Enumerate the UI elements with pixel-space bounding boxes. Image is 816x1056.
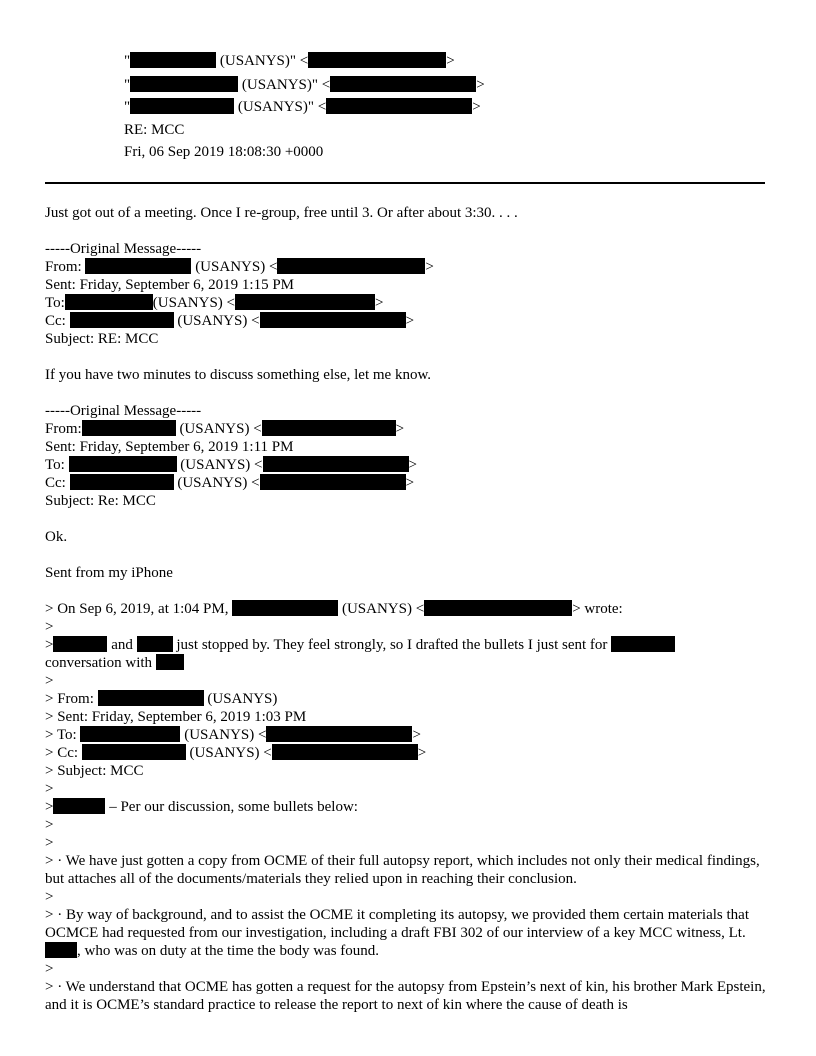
redaction-block [235,294,375,310]
original-message-separator: -----Original Message----- [45,403,202,419]
redaction-block [130,52,216,68]
body-line: Ok. [45,529,68,545]
redaction-block [80,726,180,742]
bullet-paragraph: > · We understand that OCME has gotten a request for the autopsy from Epstein’s next of kin, his brother Mark Epstein, and it is OCME’s standard practice to release the report to next of kin where the cause of death is [45,979,766,1013]
redaction-block [85,258,191,274]
redaction-block [70,474,174,490]
redaction-block [262,420,396,436]
redaction-block [424,600,572,616]
quote-attribution-line: > On Sep 6, 2019, at 1:04 PM, (USANYS) < > wrote: [45,601,623,617]
header-subject-value: RE: MCC [124,122,185,138]
redaction-block [98,690,204,706]
quoted-body-line: conversation with [45,654,773,672]
quote-marker-line: > [45,781,54,797]
quoted-to-line: To: (USANYS) < > [45,295,384,311]
quoted-from-line: From: (USANYS) < > [45,421,405,437]
redaction-block [326,98,472,114]
quoted-cc-line: > Cc: (USANYS) < > [45,745,427,761]
redaction-block [266,726,412,742]
redaction-block [53,636,107,652]
quoted-to-line: > To: (USANYS) < > [45,727,421,743]
redaction-block [277,258,425,274]
redaction-block [260,312,406,328]
quoted-sent-line: > Sent: Friday, September 6, 2019 1:03 PM [45,709,307,725]
quote-marker-line: > [45,673,54,689]
redaction-block [70,312,174,328]
redaction-block [272,744,418,760]
redaction-block [260,474,406,490]
quoted-subject-line: Subject: RE: MCC [45,331,159,347]
quoted-cc-line: Cc: (USANYS) < > [45,313,415,329]
quoted-body-line: > – Per our discussion, some bullets below: [45,799,358,815]
quote-marker-line: > [45,961,54,977]
quoted-sent-line: Sent: Friday, September 6, 2019 1:11 PM [45,439,294,455]
body-line: Just got out of a meeting. Once I re-group, free until 3. Or after about 3:30. . . . [45,205,518,221]
quote-marker-line: > [45,835,54,851]
quoted-to-line: To: (USANYS) < > [45,457,417,473]
body-line: If you have two minutes to discuss something else, let me know. [45,367,432,383]
redaction-block [65,294,153,310]
original-message-separator: -----Original Message----- [45,241,202,257]
quote-marker-line: > [45,817,54,833]
redaction-block [53,798,105,814]
redaction-block [130,76,238,92]
redaction-block [330,76,476,92]
redaction-block [82,420,176,436]
quoted-subject-line: > Subject: MCC [45,763,144,779]
redaction-block [232,600,338,616]
redaction-block [69,456,177,472]
quote-marker-line: > [45,889,54,905]
quoted-sent-line: Sent: Friday, September 6, 2019 1:15 PM [45,277,295,293]
redaction-block [130,98,234,114]
header-date-value: Fri, 06 Sep 2019 18:08:30 +0000 [124,144,324,160]
quoted-from-line: From: (USANYS) < > [45,259,434,275]
header-divider [45,182,765,184]
bullet-paragraph: > · By way of background, and to assist the OCME it completing its autopsy, we provided them certain materials that OCMCE had requested from our investigation, including a draft FBI 302 of our interview of a key MCC witness, Lt., who was on duty at the time the body was found. [45,907,750,959]
redaction-block [308,52,446,68]
redaction-block [45,942,77,958]
quoted-subject-line: Subject: Re: MCC [45,493,156,509]
signature-line: Sent from my iPhone [45,565,173,581]
redaction-block [137,636,173,652]
quoted-cc-line: Cc: (USANYS) < > [45,475,415,491]
redaction-block [156,654,184,670]
bullet-paragraph: > · We have just gotten a copy from OCME of their full autopsy report, which includes not only their medical findings, but attaches all of the documents/materials they relied upon in reaching their conclusion. [45,853,760,887]
redaction-block [263,456,409,472]
email-body [45,204,773,1014]
quoted-body-line: > and just stopped by. They feel strongly, so I drafted the bullets I just sent for [45,636,773,654]
quote-marker-line: > [45,619,54,635]
redaction-block [82,744,186,760]
redaction-block [611,636,675,652]
quoted-from-line: > From: (USANYS) [45,691,278,707]
